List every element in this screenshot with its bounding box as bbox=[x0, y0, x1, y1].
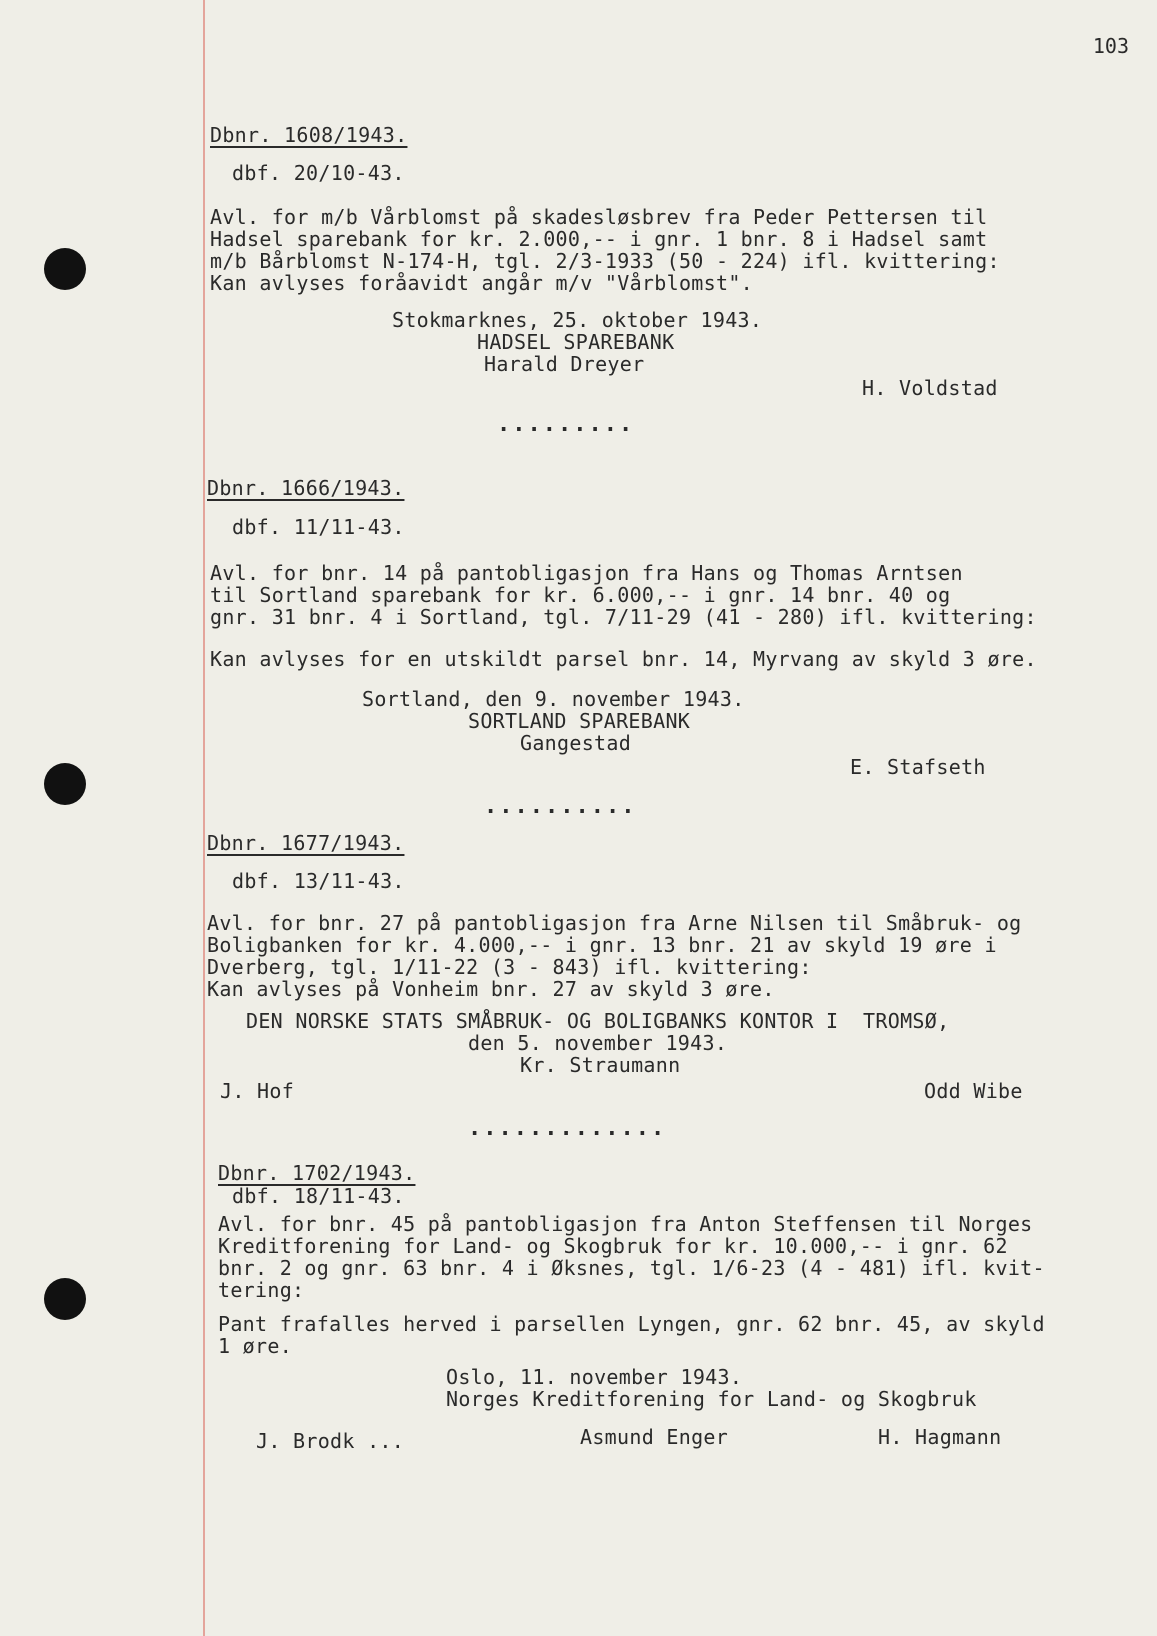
separator: .......... bbox=[484, 794, 637, 819]
entry-note: Kan avlyses for en utskildt parsel bnr. 14, Myrvang av skyld 3 øre. bbox=[210, 647, 1037, 671]
body-line: Avl. for bnr. 14 på pantobligasjon fra Hans og Thomas Arntsen bbox=[210, 561, 963, 585]
entry-header: Dbnr. 1702/1943. bbox=[218, 1161, 416, 1185]
entry-header: Dbnr. 1677/1943. bbox=[207, 831, 405, 855]
body-line: tering: bbox=[218, 1278, 305, 1302]
signer: Gangestad bbox=[520, 731, 632, 755]
entry-header: Dbnr. 1608/1943. bbox=[210, 123, 408, 147]
punch-hole bbox=[44, 248, 86, 290]
place-date: Oslo, 11. november 1943. bbox=[446, 1365, 743, 1389]
page-number: 103 bbox=[1092, 34, 1129, 58]
body-line: til Sortland sparebank for kr. 6.000,-- i gnr. 14 bnr. 40 og bbox=[210, 583, 951, 607]
place-date: Sortland, den 9. november 1943. bbox=[362, 687, 745, 711]
separator: ............. bbox=[468, 1116, 667, 1141]
separator: ......... bbox=[497, 412, 635, 437]
punch-hole bbox=[44, 1278, 86, 1320]
signer-left: J. Hof bbox=[220, 1079, 295, 1103]
signer: Kr. Straumann bbox=[520, 1053, 681, 1077]
institution: DEN NORSKE STATS SMÅBRUK- OG BOLIGBANKS KONTOR I TROMSØ, bbox=[246, 1009, 950, 1033]
body-line: Avl. for bnr. 27 på pantobligasjon fra Arne Nilsen til Småbruk- og bbox=[207, 911, 1022, 935]
signer: Asmund Enger bbox=[580, 1425, 729, 1449]
entry-header: Dbnr. 1666/1943. bbox=[207, 476, 405, 500]
entry-dbf: dbf. 13/11-43. bbox=[232, 869, 405, 893]
place-date: den 5. november 1943. bbox=[468, 1031, 728, 1055]
signer-right: E. Stafseth bbox=[850, 755, 986, 779]
body-line: Dverberg, tgl. 1/11-22 (3 - 843) ifl. kvittering: bbox=[207, 955, 812, 979]
body-line: gnr. 31 bnr. 4 i Sortland, tgl. 7/11-29 (41 - 280) ifl. kvittering: bbox=[210, 605, 1037, 629]
signer: Harald Dreyer bbox=[484, 352, 645, 376]
entry-dbf: dbf. 11/11-43. bbox=[232, 515, 405, 539]
entry-note: 1 øre. bbox=[218, 1334, 293, 1358]
entry-dbf: dbf. 20/10-43. bbox=[232, 161, 405, 185]
margin-line bbox=[203, 0, 205, 1636]
body-line: Boligbanken for kr. 4.000,-- i gnr. 13 bnr. 21 av skyld 19 øre i bbox=[207, 933, 997, 957]
entry-note: Pant frafalles herved i parsellen Lyngen, gnr. 62 bnr. 45, av skyld bbox=[218, 1312, 1045, 1336]
entry-dbf: dbf. 18/11-43. bbox=[232, 1184, 405, 1208]
signer-right: H. Hagmann bbox=[878, 1425, 1002, 1449]
signer-right: H. Voldstad bbox=[862, 376, 998, 400]
body-line: Kreditforening for Land- og Skogbruk for kr. 10.000,-- i gnr. 62 bbox=[218, 1234, 1008, 1258]
body-line: bnr. 2 og gnr. 63 bnr. 4 i Øksnes, tgl. 1/6-23 (4 - 481) ifl. kvit- bbox=[218, 1256, 1045, 1280]
body-line: Hadsel sparebank for kr. 2.000,-- i gnr. 1 bnr. 8 i Hadsel samt bbox=[210, 227, 988, 251]
punch-hole bbox=[44, 763, 86, 805]
body-line: Kan avlyses foråavidt angår m/v "Vårblomst". bbox=[210, 271, 754, 295]
body-line: m/b Bårblomst N-174-H, tgl. 2/3-1933 (50 - 224) ifl. kvittering: bbox=[210, 249, 1000, 273]
body-line: Kan avlyses på Vonheim bnr. 27 av skyld 3 øre. bbox=[207, 977, 775, 1001]
body-line: Avl. for m/b Vårblomst på skadesløsbrev fra Peder Pettersen til bbox=[210, 205, 988, 229]
signer-left: J. Brodk ... bbox=[256, 1429, 405, 1453]
body-line: Avl. for bnr. 45 på pantobligasjon fra Anton Steffensen til Norges bbox=[218, 1212, 1033, 1236]
institution: HADSEL SPAREBANK bbox=[477, 330, 675, 354]
place-date: Stokmarknes, 25. oktober 1943. bbox=[392, 308, 763, 332]
institution: Norges Kreditforening for Land- og Skogbruk bbox=[446, 1387, 977, 1411]
institution: SORTLAND SPAREBANK bbox=[468, 709, 691, 733]
signer-right: Odd Wibe bbox=[924, 1079, 1023, 1103]
